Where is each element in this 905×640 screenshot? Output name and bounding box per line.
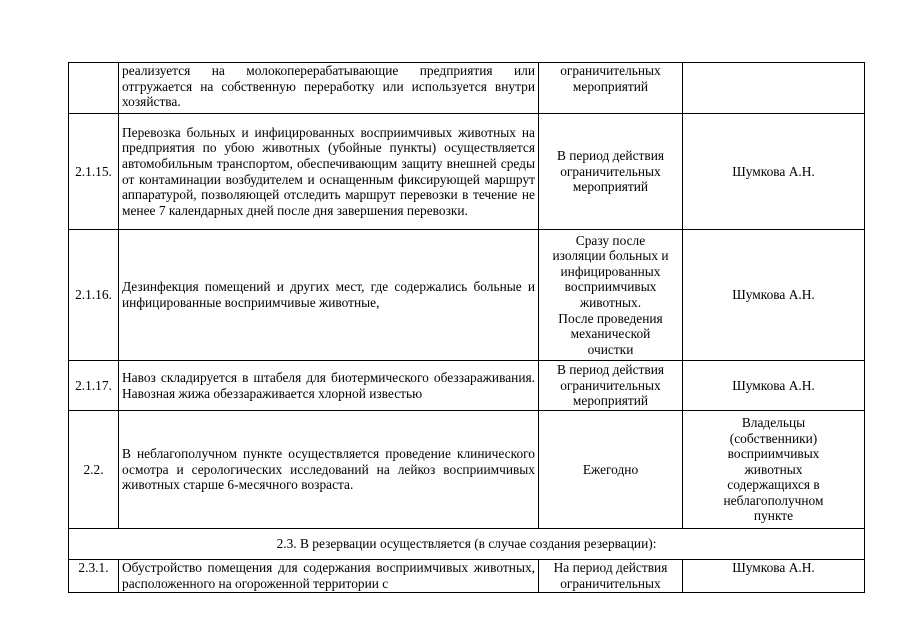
term-cell — [539, 230, 683, 361]
term-cell — [539, 560, 683, 593]
responsible-line: содержащихся в — [727, 477, 820, 493]
measure-text: Перевозка больных и инфицированных восприимчивых животных на предприятия по убою животных (убойные пункты) осуществляется автомобильным транспортом, обеспечивающим защиту внешней среды от контаминации возбудителем и оснащенным фиксирующей маршрут аппаратурой, позволяющей отследить маршрут перевозки в течение не менее 7 календарных дней после дня завершения перевозки. — [119, 114, 539, 230]
term-line: На период действия — [553, 560, 668, 575]
term-line: очистки — [587, 341, 634, 357]
responsible-line: Шумкова А.Н. — [732, 287, 815, 303]
measure-text: В неблагополучном пункте осуществляется проведение клинического осмотра и серологических исследований на лейкоз восприимчивых животных старше 6-месячного возраста. — [119, 411, 539, 529]
term-line: изоляции больных и — [552, 248, 669, 264]
responsible-line: Шумкова А.Н. — [732, 560, 815, 575]
table-body — [69, 63, 865, 593]
term-line: ограничительных — [560, 63, 661, 78]
term-line: После проведения — [558, 310, 663, 326]
responsible-line: Шумкова А.Н. — [732, 377, 815, 393]
table-row — [69, 114, 865, 230]
responsible-line: восприимчивых — [727, 446, 820, 462]
term-line: Ежегодно — [582, 461, 639, 477]
responsible-line: неблагополучном — [723, 492, 824, 508]
row-number — [69, 63, 119, 114]
table-row — [69, 411, 865, 529]
term-cell — [539, 63, 683, 114]
term-cell — [539, 114, 683, 230]
measure-text: Обустройство помещения для содержания восприимчивых животных, расположенного на огороженной территории с — [119, 560, 539, 593]
responsible-line: животных — [744, 461, 803, 477]
term-line: мероприятий — [572, 179, 649, 195]
term-line: животных. — [579, 295, 642, 310]
responsible-line: пункте — [753, 508, 794, 524]
table-row — [69, 230, 865, 361]
section-row — [69, 529, 865, 560]
responsible-line: Шумкова А.Н. — [732, 163, 815, 179]
row-number: 2.3.1. — [69, 560, 119, 593]
measure-text: Навоз складируется в штабеля для биотермического обеззараживания. Навозная жижа обеззараживается хлорной известью — [119, 361, 539, 411]
responsible-cell — [683, 114, 865, 230]
row-number: 2.1.15. — [69, 114, 119, 230]
responsible-cell — [683, 230, 865, 361]
term-line: ограничительных — [560, 575, 661, 591]
term-line: ограничительных — [560, 377, 661, 393]
row-number: 2.1.16. — [69, 230, 119, 361]
term-line: В период действия — [556, 362, 665, 378]
term-line: мероприятий — [572, 78, 649, 94]
table-row — [69, 361, 865, 411]
measure-text: реализуется на молокоперерабатывающие предприятия или отгружается на собственную переработку или используется внутри хозяйства. — [119, 63, 539, 114]
responsible-cell — [683, 63, 865, 114]
term-line: инфицированных — [560, 263, 661, 279]
measure-text: Дезинфекция помещений и других мест, где содержались больные и инфицированные восприимчивые животные, — [119, 230, 539, 361]
responsible-cell — [683, 560, 865, 593]
term-line: мероприятий — [572, 393, 649, 409]
row-number: 2.2. — [69, 411, 119, 529]
responsible-cell — [683, 361, 865, 411]
term-line: механической — [570, 326, 651, 342]
term-line: ограничительных — [560, 163, 661, 179]
term-line: Сразу после — [575, 232, 646, 248]
table-row — [69, 560, 865, 593]
row-number: 2.1.17. — [69, 361, 119, 411]
term-cell — [539, 411, 683, 529]
term-cell — [539, 361, 683, 411]
measures-table — [68, 62, 865, 593]
responsible-line: (собственники) — [729, 430, 818, 446]
term-line: В период действия — [556, 148, 665, 164]
table-row — [69, 63, 865, 114]
responsible-cell — [683, 411, 865, 529]
term-line: восприимчивых — [564, 279, 657, 295]
responsible-line: Владельцы — [741, 414, 806, 430]
section-heading: 2.3. В резервации осуществляется (в случае создания резервации): — [69, 529, 865, 560]
